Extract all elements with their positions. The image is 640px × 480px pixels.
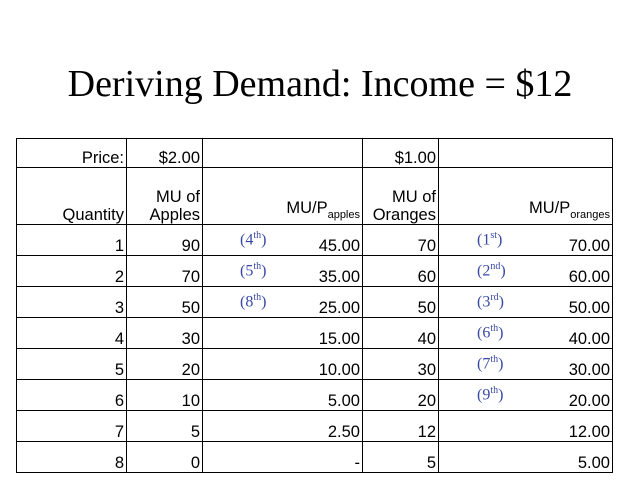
mu-table: [16, 138, 613, 473]
cell-mu-apples: 50: [127, 287, 203, 318]
rank-annotation-oranges: (9th): [477, 385, 504, 404]
header-mu-apples: MU of Apples: [127, 168, 203, 225]
rank-annotation-oranges: (1st): [477, 230, 503, 249]
price-label: Price:: [17, 139, 127, 168]
cell-mu-oranges: 60: [363, 256, 439, 287]
table-row: [17, 287, 613, 318]
cell-mup-oranges: (2nd) 60.00: [439, 256, 613, 287]
cell-mu-oranges: 5: [363, 442, 439, 473]
cell-mu-oranges: 12: [363, 411, 439, 442]
rank-annotation-apples: (8th): [240, 292, 267, 311]
table-row: [17, 225, 613, 256]
cell-mup-oranges: 12.00: [439, 411, 613, 442]
cell-quantity: 6: [17, 380, 127, 411]
cell-mup-oranges: (6th) 40.00: [439, 318, 613, 349]
cell-mu-apples: 30: [127, 318, 203, 349]
cell-mup-apples: (8th) 25.00: [203, 287, 363, 318]
cell-mup-oranges: (3rd) 50.00: [439, 287, 613, 318]
table-row: [17, 380, 613, 411]
cell-quantity: 3: [17, 287, 127, 318]
cell-mu-apples: 0: [127, 442, 203, 473]
table-row: [17, 318, 613, 349]
orange-price: $1.00: [363, 139, 439, 168]
cell-mup-apples: 5.00: [203, 380, 363, 411]
cell-quantity: 4: [17, 318, 127, 349]
rank-annotation-oranges: (6th): [477, 323, 504, 342]
cell-mup-apples: 15.00: [203, 318, 363, 349]
cell-mup-oranges: 5.00: [439, 442, 613, 473]
cell-quantity: 2: [17, 256, 127, 287]
cell-mu-apples: 70: [127, 256, 203, 287]
cell-mup-apples: (4th) 45.00: [203, 225, 363, 256]
table-row: [17, 442, 613, 473]
rank-annotation-apples: (5th): [240, 261, 267, 280]
price-row: [17, 139, 613, 168]
header-mu-oranges: MU of Oranges: [363, 168, 439, 225]
cell-mu-oranges: 20: [363, 380, 439, 411]
cell-mup-oranges: (1st) 70.00: [439, 225, 613, 256]
cell-mu-apples: 90: [127, 225, 203, 256]
cell-mu-apples: 20: [127, 349, 203, 380]
cell-quantity: 8: [17, 442, 127, 473]
cell-mup-apples: 10.00: [203, 349, 363, 380]
empty-cell: [203, 139, 363, 168]
cell-quantity: 5: [17, 349, 127, 380]
cell-mu-oranges: 70: [363, 225, 439, 256]
table-row: [17, 411, 613, 442]
header-row: [17, 168, 613, 225]
cell-quantity: 7: [17, 411, 127, 442]
cell-mup-apples: -: [203, 442, 363, 473]
header-quantity: Quantity: [17, 168, 127, 225]
apple-price: $2.00: [127, 139, 203, 168]
cell-quantity: 1: [17, 225, 127, 256]
cell-mu-apples: 10: [127, 380, 203, 411]
rank-annotation-apples: (4th): [240, 230, 267, 249]
header-mup-oranges: $MU/P_{oranges}$: [439, 168, 613, 225]
cell-mu-oranges: 50: [363, 287, 439, 318]
slide-title: Deriving Demand: Income = $12: [67, 63, 573, 105]
cell-mu-oranges: 30: [363, 349, 439, 380]
cell-mup-apples: 2.50: [203, 411, 363, 442]
empty-cell: [439, 139, 613, 168]
cell-mu-oranges: 40: [363, 318, 439, 349]
cell-mup-apples: (5th) 35.00: [203, 256, 363, 287]
cell-mup-oranges: (9th) 20.00: [439, 380, 613, 411]
table-row: [17, 256, 613, 287]
table-row: [17, 349, 613, 380]
header-mup-apples: $MU/P_{apples}$: [203, 168, 363, 225]
rank-annotation-oranges: (3rd): [477, 292, 504, 311]
cell-mu-apples: 5: [127, 411, 203, 442]
rank-annotation-oranges: (7th): [477, 354, 504, 373]
rank-annotation-oranges: (2nd): [477, 261, 506, 280]
cell-mup-oranges: (7th) 30.00: [439, 349, 613, 380]
